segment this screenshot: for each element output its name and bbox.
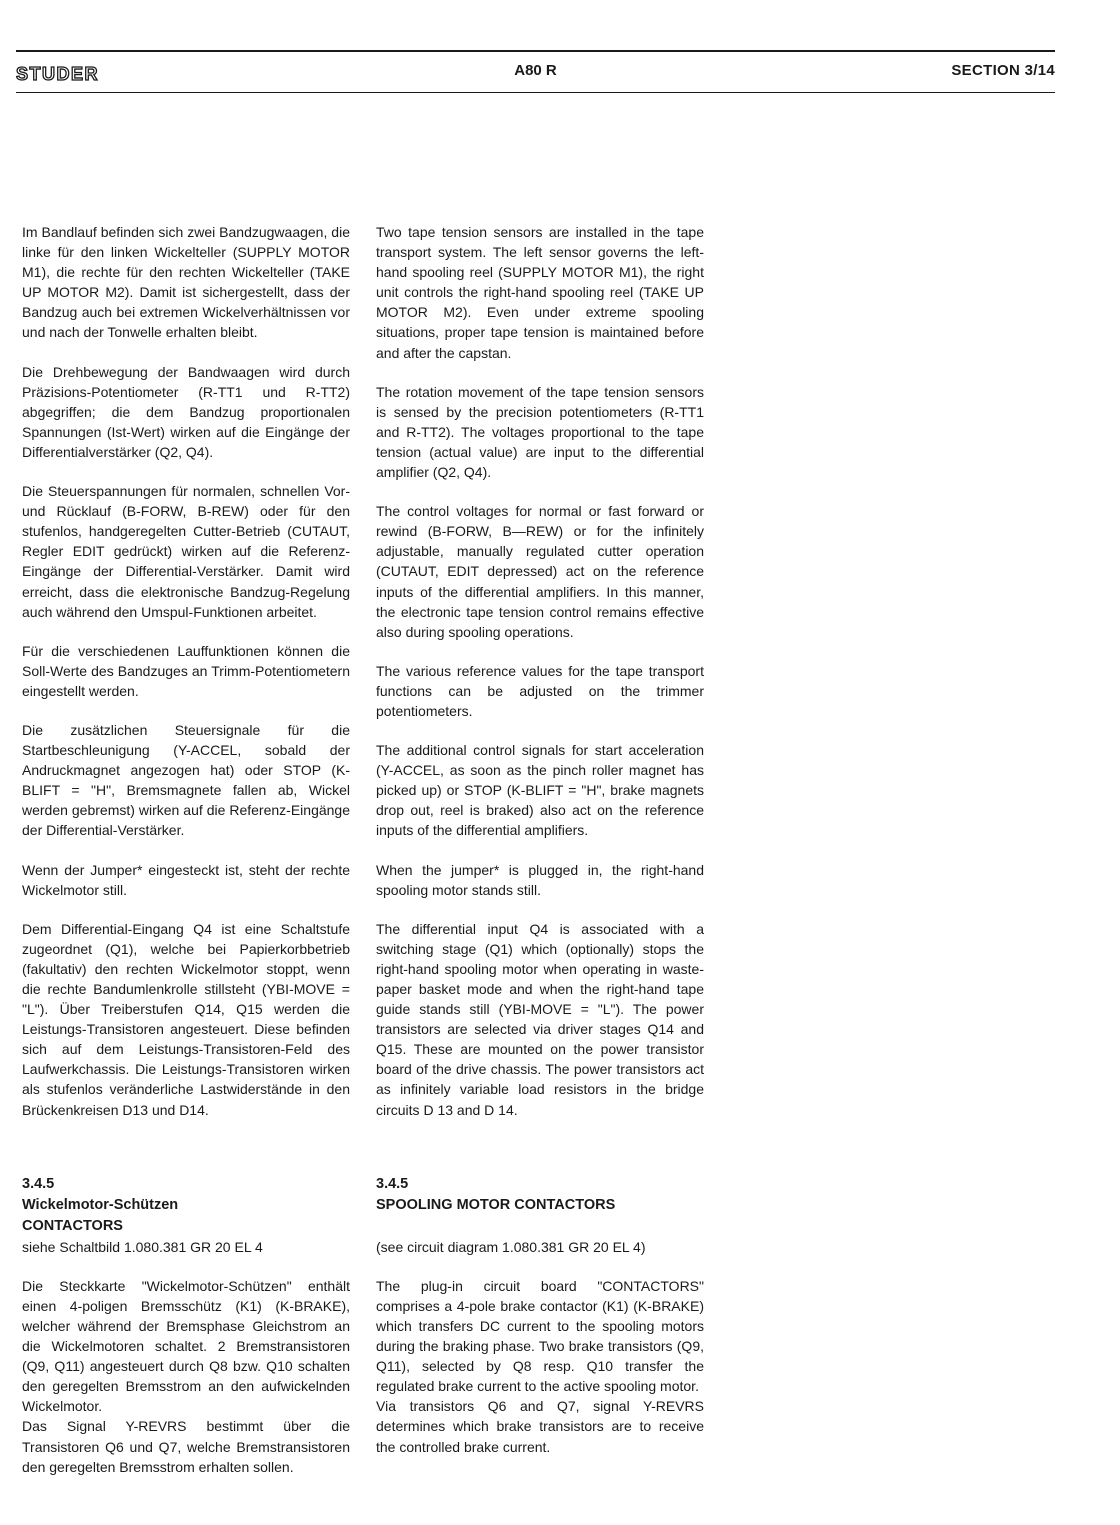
paragraph: Die Drehbewegung der Bandwaagen wird durch Präzisions-Potentiometer (R-TT1 und R-TT2) abgegriffen; die dem Bandzug proportionalen Spannungen (Ist-Wert) wirken auf die Eingänge der Differentialverstärker (Q2, Q4).: [22, 363, 350, 460]
paragraph: Die Steckkarte "Wickelmotor-Schützen" enthält einen 4-poligen Bremsschütz (K1) (K-BRAKE), welcher während der Bremsphase Gleichstrom an die Wickelmotoren schaltet. 2 Bremstransistoren (Q9, Q11) angesteuert durch Q8 bzw. Q10 schalten den geregelten Bremsstrom an den aufwickelnden Wickelmotor.: [22, 1277, 350, 1415]
paragraph: Im Bandlauf befinden sich zwei Bandzugwaagen, die linke für den linken Wickelteller (SUPPLY MOTOR M1), die rechte für den rechten Wickelteller (TAKE UP MOTOR M2). Damit ist sichergestellt, dass der Bandzug auch bei extremen Wickelverhältnissen vor und nach der Tonwelle erhalten bleibt.: [22, 224, 350, 341]
paragraph: When the jumper* is plugged in, the right-hand spooling motor stands still.: [376, 861, 704, 898]
header-bottom-rule: [16, 92, 1055, 93]
section-spacer: [22, 1139, 350, 1174]
paragraph: Die Steuerspannungen für normalen, schnellen Vor- und Rücklauf (B-FORW, B-REW) oder für den stufenlos, handgeregelten Cutter-Betrieb (CUTAUT, Regler EDIT gedrückt) wirken auf die Referenz-Eingänge der Differential-Verstärker. Damit wird erreicht, dass die elektronische Bandzug-Regelung auch während den Umspul-Funktionen arbeitet.: [22, 483, 350, 620]
section-page-reference: SECTION 3/14: [951, 62, 1055, 79]
section-title: SPOOLING MOTOR CONTACTORS: [376, 1196, 616, 1213]
section-title-english: CONTACTORS: [22, 1217, 123, 1234]
paragraph: The plug-in circuit board "CONTACTORS" comprises a 4-pole brake contactor (K1) (K-BRAKE) which transfers DC current to the spooling motors during the braking phase. Two brake transistors (Q9, Q11), selected by Q8 resp. Q10 transfer the regulated brake current to the active spooling motor.: [376, 1277, 704, 1395]
english-column: [376, 222, 704, 1457]
section-title-blank: [376, 1216, 704, 1237]
section-number: 3.4.5: [376, 1175, 409, 1192]
paragraph: The various reference values for the tape transport functions can be adjusted on the trimmer potentiometers.: [376, 662, 704, 719]
document-title: A80 R: [514, 62, 557, 79]
logo-text: STUDER: [16, 64, 100, 84]
paragraph: Dem Differential-Eingang Q4 ist eine Schaltstufe zugeordnet (Q1), welche bei Papierkorbbetrieb (fakultativ) den rechten Wickelmotor stoppt, wenn die rechte Bandumlenkrolle stillsteht (YBI-MOVE = "L"). Über Treiberstufen Q14, Q15 werden die Leistungs-Transistoren angesteuert. Diese befinden sich auf dem Leistungs-Transistoren-Feld des Laufwerkchassis. Die Leistungs-Transistoren wirken als stufenlos veränderliche Lastwiderstände in den Brückenkreisen D13 und D14.: [22, 920, 350, 1118]
section-spacer: [376, 1139, 704, 1174]
paragraph: The control voltages for normal or fast forward or rewind (B-FORW, B—REW) or for the infinitely adjustable, manually regulated cutter operation (CUTAUT, EDIT depressed) act on the reference inputs of the differential amplifiers. In this manner, the electronic tape tension control remains effective also during spooling operations.: [376, 503, 704, 640]
circuit-diagram-reference: (see circuit diagram 1.080.381 GR 20 EL 4): [376, 1238, 646, 1255]
header-top-rule: [16, 50, 1055, 52]
paragraph: Two tape tension sensors are installed in the tape transport system. The left sensor governs the left-hand spooling reel (SUPPLY MOTOR M1), the right unit controls the right-hand spooling reel (TAKE UP MOTOR M2). Even under extreme spooling situations, proper tape tension is maintained before and after the capstan.: [376, 224, 704, 361]
paragraph: The additional control signals for start acceleration (Y-ACCEL, as soon as the pinch roller magnet has picked up) or STOP (K-BLIFT = "H", brake magnets drop out, reel is braked) also act on the reference inputs of the differential amplifiers.: [376, 742, 704, 839]
section-title-german: Wickelmotor-Schützen: [22, 1196, 179, 1213]
paragraph: The rotation movement of the tape tension sensors is sensed by the precision potentiometers (R-TT1 and R-TT2). The voltages proportional to the tape tension (actual value) are input to the differential amplifier (Q2, Q4).: [376, 383, 704, 481]
paragraph: Die zusätzlichen Steuersignale für die Startbeschleunigung (Y-ACCEL, sobald der Andruckmagnet angezogen hat) oder STOP (K-BLIFT = "H", Bremsmagnete fallen ab, Wickel werden gebremst) wirken auf die Referenz-Eingänge der Differential-Verstärker.: [22, 721, 350, 839]
paragraph: Via transistors Q6 and Q7, signal Y-REVRS determines which brake transistors are to receive the controlled brake current.: [376, 1398, 704, 1455]
paragraph: Das Signal Y-REVRS bestimmt über die Transistoren Q6 und Q7, welche Bremstransistoren den geregelten Bremsstrom erhalten sollen.: [22, 1418, 350, 1475]
page-header: [16, 60, 1055, 86]
section-number: 3.4.5: [22, 1175, 55, 1192]
paragraph: Für die verschiedenen Lauffunktionen können die Soll-Werte des Bandzuges an Trimm-Potentiometern eingestellt werden.: [22, 642, 350, 699]
paragraph: The differential input Q4 is associated with a switching stage (Q1) which (optionally) stops the right-hand spooling motor when operating in waste-paper basket mode and when the right-hand tape guide stands still (YBI-MOVE = "L"). The power transistors are selected via driver stages Q14 and Q15. These are mounted on the power transistor board of the drive chassis. The power transistors act as infinitely variable load resistors in the bridge circuits D 13 and D 14.: [376, 920, 704, 1118]
german-column: [22, 222, 350, 1477]
circuit-diagram-reference: siehe Schaltbild 1.080.381 GR 20 EL 4: [22, 1238, 263, 1255]
paragraph: Wenn der Jumper* eingesteckt ist, steht der rechte Wickelmotor still.: [22, 861, 350, 898]
